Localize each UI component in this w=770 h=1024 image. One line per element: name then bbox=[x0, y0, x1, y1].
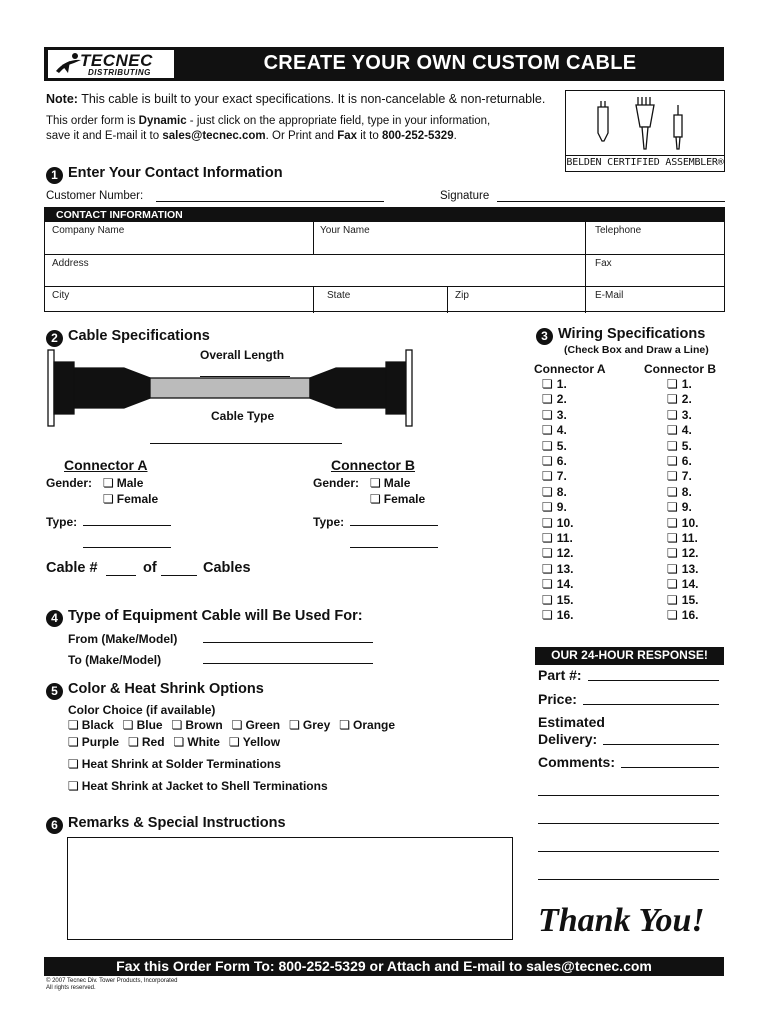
note-line bbox=[46, 92, 545, 106]
section3-subtitle: (Check Box and Draw a Line) bbox=[564, 344, 709, 356]
cable-count-line bbox=[46, 560, 98, 576]
note-text-part: it to bbox=[357, 130, 382, 142]
color-green-checkbox[interactable]: ❏ Green bbox=[232, 718, 280, 732]
gender-a-male-checkbox[interactable]: ❏ Male bbox=[103, 476, 143, 490]
note-text-part: save it and E-mail it to bbox=[46, 130, 163, 142]
state-field[interactable]: State bbox=[327, 290, 351, 301]
fax-number: 800-252-5329 bbox=[381, 130, 454, 142]
signature-label: Signature bbox=[440, 190, 490, 202]
part-label: Part #: bbox=[538, 667, 582, 683]
city-field[interactable]: City bbox=[52, 290, 70, 301]
price-field[interactable] bbox=[583, 691, 719, 705]
connector-b-pin-3-checkbox[interactable]: ❏ 3. bbox=[667, 408, 698, 423]
your-name-field[interactable]: Your Name bbox=[320, 225, 370, 236]
heat-shrink-solder-checkbox[interactable]: ❏ Heat Shrink at Solder Terminations bbox=[68, 757, 281, 771]
connector-b-pin-12-checkbox[interactable]: ❏ 12. bbox=[667, 546, 698, 561]
color-options-row1 bbox=[68, 718, 404, 732]
connector-illustration-icon bbox=[566, 93, 722, 155]
type-b-field[interactable] bbox=[350, 514, 438, 526]
connector-a-pin-2-checkbox[interactable]: ❏ 2. bbox=[542, 392, 573, 407]
contact-table-header: CONTACT INFORMATION bbox=[45, 208, 724, 222]
belden-badge bbox=[565, 90, 725, 172]
section2-title bbox=[46, 328, 210, 347]
connector-b-pin-16-checkbox[interactable]: ❏ 16. bbox=[667, 608, 698, 623]
color-orange-checkbox[interactable]: ❏ Orange bbox=[339, 718, 395, 732]
logo-text: TECNEC bbox=[80, 51, 153, 70]
gender-a-female-checkbox[interactable]: ❏ Female bbox=[103, 492, 158, 506]
delivery-field[interactable] bbox=[603, 731, 719, 745]
section4-title-text: Type of Equipment Cable will Be Used For: bbox=[68, 608, 363, 624]
connector-a-heading: Connector A bbox=[64, 457, 148, 473]
section3-title bbox=[536, 326, 705, 345]
footer-banner-text: Fax this Order Form To: 800-252-5329 or Attach and E-mail to sales@tecnec.com bbox=[116, 958, 652, 974]
signature-field[interactable] bbox=[497, 188, 725, 202]
from-model-field[interactable] bbox=[203, 631, 373, 643]
type-a-field[interactable] bbox=[83, 514, 171, 526]
connector-b-heading: Connector B bbox=[331, 457, 415, 473]
color-brown-checkbox[interactable]: ❏ Brown bbox=[172, 718, 223, 732]
connector-a-pin-4-checkbox[interactable]: ❏ 4. bbox=[542, 423, 573, 438]
color-choice-label: Color Choice (if available) bbox=[68, 703, 216, 717]
connector-b-pin-14-checkbox[interactable]: ❏ 14. bbox=[667, 577, 698, 592]
response-header: OUR 24-HOUR RESPONSE! bbox=[551, 648, 708, 662]
note-text-part: This order form is bbox=[46, 115, 139, 127]
connector-b-pin-13-checkbox[interactable]: ❏ 13. bbox=[667, 562, 698, 577]
connector-a-pin-12-checkbox[interactable]: ❏ 12. bbox=[542, 546, 573, 561]
connector-a-pin-9-checkbox[interactable]: ❏ 9. bbox=[542, 500, 573, 515]
section5-title-text: Color & Heat Shrink Options bbox=[68, 681, 264, 697]
customer-number-label: Customer Number: bbox=[46, 190, 144, 202]
connector-a-pin-7-checkbox[interactable]: ❏ 7. bbox=[542, 469, 573, 484]
wiring-connector-b-label: Connector B bbox=[644, 362, 716, 376]
overall-length-label: Overall Length bbox=[200, 348, 285, 362]
belden-label: BELDEN CERTIFIED ASSEMBLER® bbox=[566, 157, 724, 168]
connector-b-pin-4-checkbox[interactable]: ❏ 4. bbox=[667, 423, 698, 438]
cable-total-field[interactable] bbox=[161, 562, 197, 576]
row-divider bbox=[45, 254, 724, 255]
connector-a-pin-15-checkbox[interactable]: ❏ 15. bbox=[542, 593, 573, 608]
comments-label: Comments: bbox=[538, 754, 616, 770]
section6-title-text: Remarks & Special Instructions bbox=[68, 815, 286, 831]
wiring-connector-a-label: Connector A bbox=[534, 362, 606, 376]
section2-title-text: Cable Specifications bbox=[68, 328, 210, 344]
gender-b-label: Gender: bbox=[313, 476, 360, 490]
section1-title-text: Enter Your Contact Information bbox=[68, 165, 283, 181]
type-b-label: Type: bbox=[313, 515, 345, 529]
estimated-label: Estimated bbox=[538, 714, 605, 730]
copyright: © 2007 Tecnec Div. Tower Products, Incorporated bbox=[46, 978, 178, 984]
cables-label: Cables bbox=[203, 560, 251, 576]
type-a-label: Type: bbox=[46, 515, 78, 529]
from-model-label: From (Make/Model) bbox=[68, 632, 178, 646]
row-divider bbox=[45, 286, 724, 287]
color-purple-checkbox[interactable]: ❏ Purple bbox=[68, 735, 119, 749]
connector-a-pin-8-checkbox[interactable]: ❏ 8. bbox=[542, 485, 573, 500]
telephone-field[interactable]: Telephone bbox=[595, 225, 642, 236]
connector-a-pin-5-checkbox[interactable]: ❏ 5. bbox=[542, 439, 573, 454]
response-box bbox=[535, 647, 724, 664]
fax-label: Fax bbox=[337, 130, 358, 142]
color-grey-checkbox[interactable]: ❏ Grey bbox=[289, 718, 330, 732]
zip-field[interactable]: Zip bbox=[455, 290, 469, 301]
note-instructions-1 bbox=[46, 115, 490, 127]
note-label: Note: bbox=[46, 92, 78, 106]
connector-b-pin-2-checkbox[interactable]: ❏ 2. bbox=[667, 392, 698, 407]
cable-number-field[interactable] bbox=[106, 562, 136, 576]
logo-subtext: DISTRIBUTING bbox=[88, 68, 151, 77]
delivery-label: Delivery: bbox=[538, 731, 598, 747]
footer-banner bbox=[44, 957, 724, 976]
connector-a-pin-16-checkbox[interactable]: ❏ 16. bbox=[542, 608, 573, 623]
color-white-checkbox[interactable]: ❏ White bbox=[174, 735, 220, 749]
customer-number-field[interactable] bbox=[156, 188, 384, 202]
price-label: Price: bbox=[538, 691, 577, 707]
color-options-row2 bbox=[68, 735, 289, 749]
comments-line-2[interactable] bbox=[538, 782, 719, 796]
comments-field[interactable] bbox=[621, 754, 719, 768]
remarks-textarea[interactable] bbox=[67, 837, 513, 940]
comments-line-5[interactable] bbox=[538, 866, 719, 880]
connector-a-pin-10-checkbox[interactable]: ❏ 10. bbox=[542, 516, 573, 531]
comments-line-4[interactable] bbox=[538, 838, 719, 852]
connector-b-pin-9-checkbox[interactable]: ❏ 9. bbox=[667, 500, 698, 515]
response-divider bbox=[535, 664, 724, 665]
company-name-field[interactable]: Company Name bbox=[52, 225, 125, 236]
connector-a-pin-14-checkbox[interactable]: ❏ 14. bbox=[542, 577, 573, 592]
section3-title-text: Wiring Specifications bbox=[558, 326, 706, 342]
color-black-checkbox[interactable]: ❏ Black bbox=[68, 718, 114, 732]
connector-a-pin-6-checkbox[interactable]: ❏ 6. bbox=[542, 454, 573, 469]
connector-b-pin-7-checkbox[interactable]: ❏ 7. bbox=[667, 469, 698, 484]
section3-number: 3 bbox=[536, 328, 553, 345]
color-blue-checkbox[interactable]: ❏ Blue bbox=[123, 718, 163, 732]
connector-b-pin-10-checkbox[interactable]: ❏ 10. bbox=[667, 516, 698, 531]
type-a-field-2[interactable] bbox=[83, 536, 171, 548]
cable-type-label: Cable Type bbox=[211, 409, 275, 423]
connector-b-pin-5-checkbox[interactable]: ❏ 5. bbox=[667, 439, 698, 454]
comments-line-3[interactable] bbox=[538, 810, 719, 824]
heat-shrink-jacket-checkbox[interactable]: ❏ Heat Shrink at Jacket to Shell Terminations bbox=[68, 779, 328, 793]
connector-b-pin-1-checkbox[interactable]: ❏ 1. bbox=[667, 377, 698, 392]
color-red-checkbox[interactable]: ❏ Red bbox=[128, 735, 164, 749]
connector-b-pin-11-checkbox[interactable]: ❏ 11. bbox=[667, 531, 698, 546]
color-yellow-checkbox[interactable]: ❏ Yellow bbox=[229, 735, 280, 749]
note-dynamic: Dynamic bbox=[138, 115, 187, 127]
col-divider bbox=[313, 286, 314, 313]
email-field[interactable]: E-Mail bbox=[595, 290, 624, 301]
sales-email-link[interactable]: sales@tecnec.com bbox=[162, 130, 266, 142]
gender-a-label: Gender: bbox=[46, 476, 93, 490]
col-divider bbox=[585, 222, 586, 313]
connector-a-pin-1-checkbox[interactable]: ❏ 1. bbox=[542, 377, 573, 392]
note-text-part: . bbox=[453, 130, 457, 142]
gender-b-male-checkbox[interactable]: ❏ Male bbox=[370, 476, 410, 490]
note-text-part: . Or Print and bbox=[265, 130, 338, 142]
thank-you: Thank You! bbox=[538, 902, 705, 939]
section6-title bbox=[46, 815, 286, 834]
section2-number: 2 bbox=[46, 330, 63, 347]
connector-b-pin-15-checkbox[interactable]: ❏ 15. bbox=[667, 593, 698, 608]
connector-b-pin-8-checkbox[interactable]: ❏ 8. bbox=[667, 485, 698, 500]
col-divider bbox=[313, 222, 314, 254]
col-divider bbox=[447, 286, 448, 313]
type-b-field-2[interactable] bbox=[350, 536, 438, 548]
of-label: of bbox=[143, 560, 157, 576]
section5-number: 5 bbox=[46, 683, 63, 700]
section1-number: 1 bbox=[46, 167, 63, 184]
cable-num-label: Cable # bbox=[46, 560, 98, 576]
connector-b-pin-6-checkbox[interactable]: ❏ 6. bbox=[667, 454, 698, 469]
page-title: CREATE YOUR OWN CUSTOM CABLE bbox=[263, 52, 637, 74]
contact-table bbox=[44, 207, 725, 312]
part-field[interactable] bbox=[588, 667, 719, 681]
connector-a-pin-list bbox=[542, 377, 573, 624]
rights: All rights reserved. bbox=[46, 985, 96, 991]
connector-a-pin-13-checkbox[interactable]: ❏ 13. bbox=[542, 562, 573, 577]
note-text-part: - just click on the appropriate field, type in your information, bbox=[186, 115, 491, 127]
connector-b-pin-list bbox=[667, 377, 698, 624]
section1-title bbox=[46, 165, 283, 184]
connector-a-pin-3-checkbox[interactable]: ❏ 3. bbox=[542, 408, 573, 423]
section4-title bbox=[46, 608, 363, 627]
to-model-label: To (Make/Model) bbox=[68, 653, 162, 667]
note-text: This cable is built to your exact specifications. It is non-cancelable & non-returnable. bbox=[81, 92, 546, 106]
section6-number: 6 bbox=[46, 817, 63, 834]
section5-title bbox=[46, 681, 264, 700]
tecnec-logo bbox=[48, 50, 174, 78]
address-field[interactable]: Address bbox=[52, 258, 89, 269]
note-instructions-2 bbox=[46, 130, 457, 142]
to-model-field[interactable] bbox=[203, 652, 373, 664]
cable-type-field[interactable] bbox=[150, 432, 342, 444]
gender-b-female-checkbox[interactable]: ❏ Female bbox=[370, 492, 425, 506]
connector-a-pin-11-checkbox[interactable]: ❏ 11. bbox=[542, 531, 573, 546]
fax-field[interactable]: Fax bbox=[595, 258, 612, 269]
section4-number: 4 bbox=[46, 610, 63, 627]
